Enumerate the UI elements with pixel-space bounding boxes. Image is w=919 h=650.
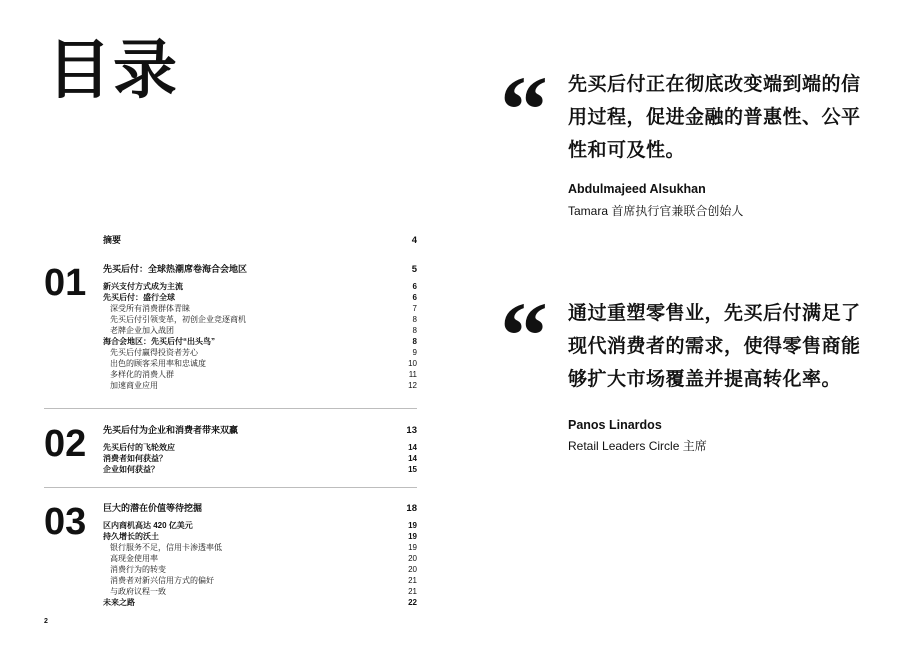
toc-item[interactable] bbox=[110, 575, 417, 586]
toc-item-page: 22 bbox=[408, 598, 417, 607]
toc-item-page: 14 bbox=[408, 443, 417, 452]
toc-item-page: 14 bbox=[408, 454, 417, 463]
quote-text: 先买后付正在彻底改变端到端的信用过程，促进金融的普惠性、公平性和可及性。 bbox=[568, 74, 861, 161]
quote-mark-icon: “ bbox=[500, 282, 548, 389]
toc-item[interactable] bbox=[110, 358, 417, 369]
toc-item-page: 11 bbox=[408, 370, 417, 379]
toc-item[interactable] bbox=[110, 542, 417, 553]
toc-item-label: 企业如何获益？ bbox=[103, 465, 159, 474]
toc-section-label: 先买后付：全球热潮席卷海合会地区 bbox=[103, 264, 248, 274]
toc-item-page: 10 bbox=[408, 359, 417, 368]
toc-item[interactable] bbox=[110, 553, 417, 564]
toc-item-page: 21 bbox=[408, 576, 417, 585]
toc-item-page: 15 bbox=[408, 465, 417, 474]
page-number: 2 bbox=[44, 618, 48, 625]
toc-item-page: 19 bbox=[408, 543, 417, 552]
toc-item-label: 先买后付引领变革，初创企业竞逐商机 bbox=[110, 315, 246, 324]
toc-item-label: 银行服务不足，信用卡渗透率低 bbox=[110, 543, 222, 552]
quote-mark-icon: “ bbox=[500, 56, 548, 163]
toc-section-title[interactable] bbox=[103, 424, 417, 437]
toc-item[interactable] bbox=[103, 292, 417, 303]
toc-section-page: 5 bbox=[411, 264, 417, 275]
toc-section-page: 13 bbox=[406, 425, 417, 436]
toc-item-label: 消费者如何获益？ bbox=[103, 454, 167, 463]
toc-section-page: 18 bbox=[406, 503, 417, 514]
toc-item-label: 加速商业应用 bbox=[110, 381, 158, 390]
toc-item-label: 与政府议程一致 bbox=[110, 587, 166, 596]
toc-item-label: 区内商机高达 420 亿美元 bbox=[103, 521, 193, 530]
toc-item[interactable] bbox=[110, 564, 417, 575]
toc-item-page: 9 bbox=[412, 348, 417, 357]
toc-section-title[interactable] bbox=[103, 263, 417, 276]
toc-item-page: 20 bbox=[408, 554, 417, 563]
section-number: 01 bbox=[44, 262, 87, 304]
toc-item-label: 新兴支付方式成为主流 bbox=[103, 282, 183, 291]
toc-item-page: 8 bbox=[412, 337, 417, 346]
toc-item[interactable] bbox=[110, 303, 417, 314]
toc-item[interactable] bbox=[103, 597, 417, 608]
toc-section-label: 先买后付为企业和消费者带来双赢 bbox=[103, 425, 239, 435]
toc-item[interactable] bbox=[110, 586, 417, 597]
quote-author-role: Tamara 首席执行官兼联合创始人 bbox=[568, 204, 744, 218]
quote-author: Panos Linardos bbox=[568, 418, 662, 432]
toc-item-label: 出色的顾客采用率和忠诚度 bbox=[110, 359, 206, 368]
toc-item[interactable] bbox=[110, 325, 417, 336]
section-number: 02 bbox=[44, 423, 87, 465]
toc-summary[interactable] bbox=[103, 234, 417, 247]
toc-item[interactable] bbox=[110, 314, 417, 325]
toc-item-label: 先买后付的飞轮效应 bbox=[103, 443, 175, 452]
toc-item[interactable] bbox=[110, 347, 417, 358]
toc-item[interactable] bbox=[110, 380, 417, 391]
toc-item-page: 12 bbox=[408, 381, 417, 390]
toc-item[interactable] bbox=[103, 281, 417, 292]
quote-author-role: Retail Leaders Circle 主席 bbox=[568, 439, 707, 453]
toc-item-page: 6 bbox=[412, 282, 417, 291]
toc-item-label: 深受所有消费群体青睐 bbox=[110, 304, 190, 313]
toc-item-page: 8 bbox=[412, 326, 417, 335]
toc-item-page: 19 bbox=[408, 532, 417, 541]
section-divider bbox=[44, 487, 417, 488]
quote-author: Abdulmajeed Alsukhan bbox=[568, 182, 706, 196]
toc-item[interactable] bbox=[103, 336, 417, 347]
toc-item[interactable] bbox=[103, 442, 417, 453]
toc-item[interactable] bbox=[110, 369, 417, 380]
toc-section-title[interactable] bbox=[103, 502, 417, 515]
toc-item-page: 20 bbox=[408, 565, 417, 574]
toc-item[interactable] bbox=[103, 520, 417, 531]
toc-item-label: 持久增长的沃土 bbox=[103, 532, 159, 541]
toc-item-label: 先买后付赢得投资者芳心 bbox=[110, 348, 198, 357]
toc-item[interactable] bbox=[103, 453, 417, 464]
toc-item-page: 19 bbox=[408, 521, 417, 530]
toc-item-label: 消费者对新兴信用方式的偏好 bbox=[110, 576, 214, 585]
toc-summary-label: 摘要 bbox=[103, 235, 122, 245]
quote-text: 通过重塑零售业，先买后付满足了现代消费者的需求，使得零售商能够扩大市场覆盖并提高转化率。 bbox=[568, 303, 861, 390]
toc-item[interactable] bbox=[103, 531, 417, 542]
toc-item-label: 先买后付：盛行全球 bbox=[103, 293, 175, 302]
toc-item-label: 海合会地区：先买后付“出头鸟” bbox=[103, 337, 215, 346]
toc-item[interactable] bbox=[103, 464, 417, 475]
section-number: 03 bbox=[44, 501, 87, 543]
toc-item-page: 6 bbox=[412, 293, 417, 302]
toc-item-label: 多样化的消费人群 bbox=[110, 370, 174, 379]
toc-item-label: 高现金使用率 bbox=[110, 554, 158, 563]
toc-item-label: 未来之路 bbox=[103, 598, 135, 607]
section-divider bbox=[44, 408, 417, 409]
toc-section-label: 巨大的潜在价值等待挖掘 bbox=[103, 503, 203, 513]
toc-summary-page: 4 bbox=[411, 235, 417, 246]
toc-item-page: 21 bbox=[408, 587, 417, 596]
toc-item-page: 7 bbox=[412, 304, 417, 313]
page-title: 目录 bbox=[47, 34, 179, 106]
toc-item-label: 老牌企业加入战团 bbox=[110, 326, 174, 335]
toc-item-page: 8 bbox=[412, 315, 417, 324]
toc-item-label: 消费行为的转变 bbox=[110, 565, 166, 574]
